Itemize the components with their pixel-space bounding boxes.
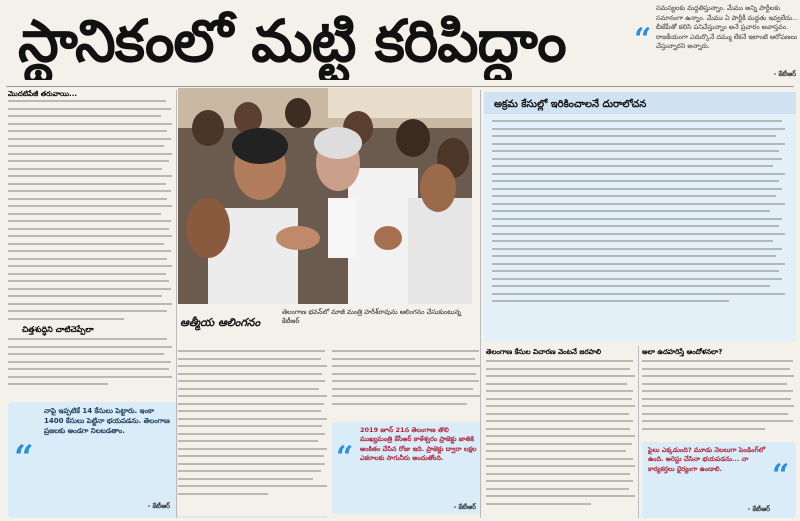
box-title: అక్రమ కేసుల్లో ఇరికించాలనే దురాలోచన xyxy=(494,99,647,110)
box-body xyxy=(484,114,796,342)
box-heading xyxy=(484,92,796,114)
column-divider xyxy=(176,90,177,518)
quote-icon: “ xyxy=(634,22,652,57)
news-photo xyxy=(178,88,472,304)
left-subhead: చిత్తశుద్ధిని చాటిచెప్పేలా xyxy=(22,325,94,334)
quote-icon: “ xyxy=(14,438,34,478)
right-mid-label: అలా ఉదహరిస్తే ఆందోళనలా? xyxy=(642,348,723,356)
quote-icon: “ xyxy=(336,440,354,475)
left-column-text-2 xyxy=(8,338,174,398)
left-quote-attr: - కేటీఆర్ xyxy=(147,502,170,510)
right-quote-attr: - కేటీఆర్ xyxy=(747,505,770,513)
photo-image xyxy=(178,88,472,304)
column-divider xyxy=(638,346,639,518)
right-subhead: తెలంగాణ కేసుల విచారణ వెంటనే జరపాలి xyxy=(486,348,601,356)
photo-caption-title: ఆత్మీయ ఆలింగనం xyxy=(180,316,261,329)
right-quote-text: ఫైలు ఎక్కడుంది? మూడు నెలలుగా పెండింగ్‌లో ఉంది. అరెస్టు చేసినా భయపడను... నా కార్యకర్తలు ధైర్యంగా ఉండాలి. xyxy=(648,446,766,473)
center-mid-text xyxy=(332,346,482,418)
byline: మొదటిపేజీ తరువాయి... xyxy=(8,90,78,98)
right-col-1 xyxy=(486,360,636,515)
center-quote-attr: - కేటీఆర్ xyxy=(453,503,476,511)
top-right-attribution: - కేటీఆర్ xyxy=(773,70,796,78)
center-left-text xyxy=(178,346,328,516)
top-right-text: సమస్యలకు మద్దతిస్తున్నాం. మేము అన్ని పార్టీలకు సమానంగా ఉన్నాం. మేము ఏ పార్టీకీ మద్దతు ఇవ్వలేదు... బీజేపీతో కలిసి పనిచేస్తున్నాం అనే ప్రచారం అవాస్తవం. రాజకీయంగా ఎదుర్కొనే దమ్ము లేకనే ఇలాంటి ఆరోపణలు చేస్తున్నారని అన్నారు. xyxy=(656,4,799,50)
center-quote-text: 2019 జూన్ 21న తెలంగాణ తొలి ముఖ్యమంత్రి కేసీఆర్ కాళేశ్వరం ప్రాజెక్టు జాతికి అంకితం చేసిన రోజు ఇది. ప్రాజెక్టు ద్వారా లక్షల ఎకరాలకు సాగునీరు అందుతోంది. xyxy=(360,426,477,463)
top-right-snippet xyxy=(630,0,800,90)
left-quote-text: నాపై ఇప్పటికే 14 కేసులు పెట్టారు. ఇంకా 1400 కేసులు పెట్టినా భయపడను. తెలంగాణ ప్రజలకు అండగా నిలబడతాం. xyxy=(44,407,170,435)
headline: స్థానికంలో మట్టి కరిపిద్దాం xyxy=(18,7,566,75)
photo-caption-text: తెలంగాణ భవన్‌లో మాజీ మంత్రి హరీశ్‌రావును ఆలింగనం చేసుకుంటున్న కేటీఆర్ xyxy=(282,308,462,325)
box-text xyxy=(492,120,788,320)
divider xyxy=(6,86,794,87)
right-col-2 xyxy=(642,360,796,438)
column-divider xyxy=(480,90,481,518)
quote-icon: “ xyxy=(772,458,790,493)
